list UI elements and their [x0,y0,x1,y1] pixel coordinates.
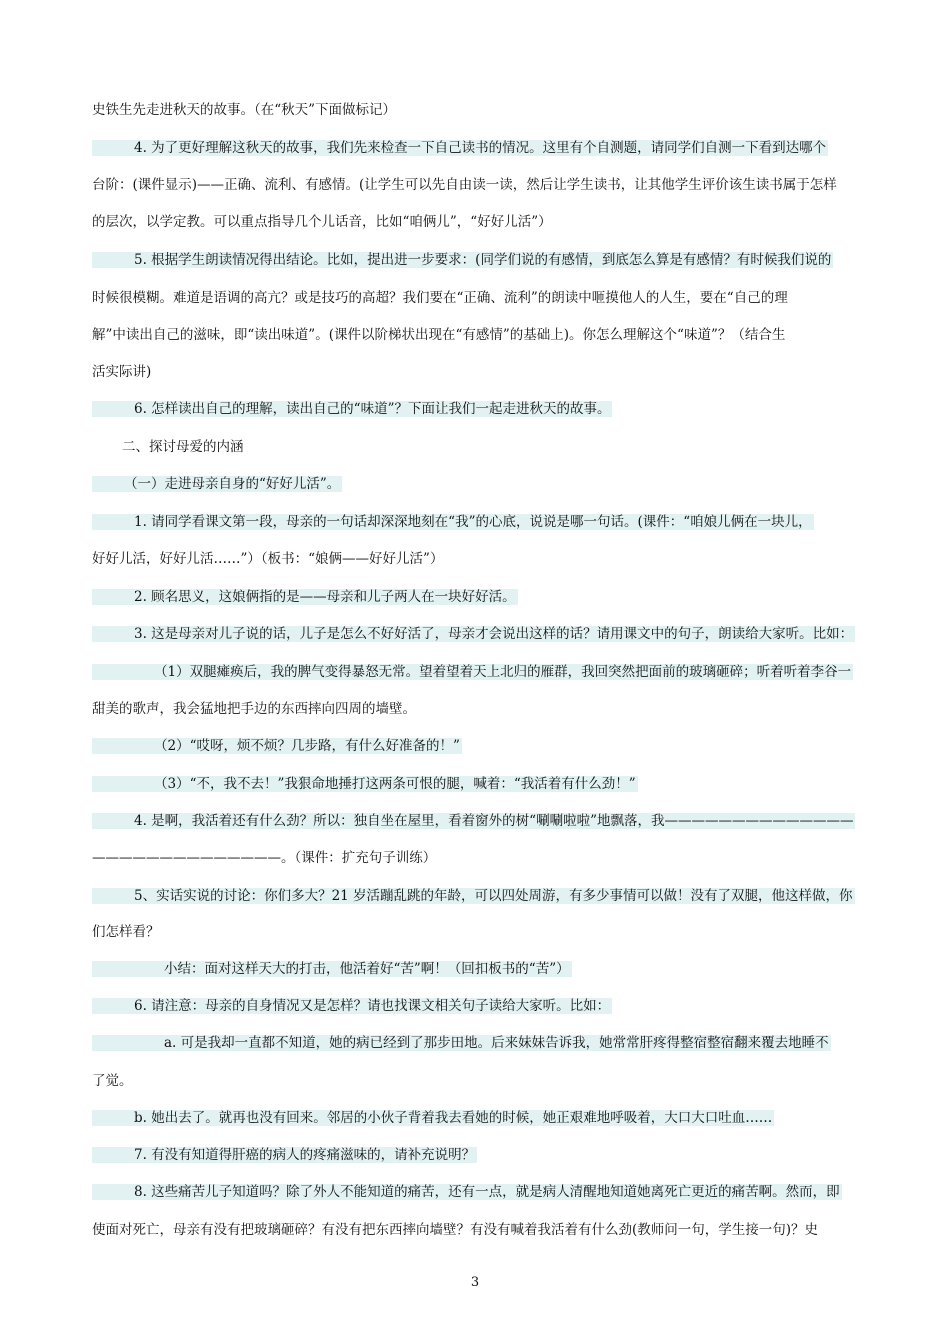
paragraph-line [132,399,612,419]
line-text: 小结：面对这样天大的打击，他活着好“苦”啊！（回扣板书的“苦”） [92,961,572,977]
paragraph-line [132,1145,477,1165]
paragraph-line [92,848,436,868]
line-text: 台阶：(课件显示)——正确、流利、有感情。(让学生可以先自由读一读，然后让学生读书，让其他学生评价该生读书属于怎样 [92,177,837,193]
paragraph-line [132,996,612,1016]
line-text: 时候很模糊。难道是语调的高亢？或是技巧的高超？我们要在“正确、流利”的朗读中咂摸他人的人生，要在“自己的理 [92,290,788,306]
page-number: 3 [470,1275,480,1290]
line-text: 1. 请同学看课文第一段，母亲的一句话却深深地刻在“我”的心底，说说是哪一句话。(课件：“咱娘儿俩在一块儿， [92,514,814,530]
paragraph-line [122,437,244,457]
line-text: 史铁生先走进秋天的故事。（在“秋天”下面做标记） [92,102,397,118]
line-text: （2）“哎呀，烦不烦？几步路，有什么好准备的！” [92,738,462,754]
line-text: 4. 是啊，我活着还有什么劲？所以：独自坐在屋里，看着窗外的树“唰唰啦啦”地飘落，我—————————————— [92,813,855,829]
paragraph-line [132,811,855,831]
paragraph-line [92,699,416,719]
paragraph-line [92,325,785,345]
paragraph-line [132,250,833,270]
paragraph-line [92,100,396,120]
line-text: 3. 这是母亲对儿子说的话，儿子是怎么不好好活了，母亲才会说出这样的话？请用课文中的句子，朗读给大家听。比如： [92,626,855,642]
line-text: 5、实话实说的讨论：你们多大？21 岁活蹦乱跳的年龄，可以四处周游，有多少事情可以做！没有了双腿，他这样做，你 [92,888,855,904]
line-text: 们怎样看？ [92,924,160,940]
paragraph-line [132,512,814,532]
paragraph-line [132,886,855,906]
paragraph-line [122,474,342,494]
line-text: 2. 顾名思义，这娘俩指的是——母亲和儿子两人在一块好好活。 [92,589,518,605]
paragraph-line [92,1220,818,1240]
paragraph-line [132,1182,842,1202]
paragraph-line [92,1071,133,1091]
paragraph-line [132,587,518,607]
paragraph-line [152,774,638,794]
line-text: 8. 这些痛苦儿子知道吗？除了外人不能知道的痛苦，还有一点，就是病人清醒地知道她离死亡更近的痛苦啊。然而，即 [92,1184,842,1200]
paragraph-line [92,362,151,382]
line-text: 6. 怎样读出自己的理解，读出自己的“味道”？下面让我们一起走进秋天的故事。 [92,401,612,417]
line-text: （3）“不，我不去！”我狠命地捶打这两条可恨的腿，喊着：“我活着有什么劲！” [92,776,638,792]
paragraph-line [132,1108,774,1128]
line-text: a. 可是我却一直都不知道，她的病已经到了那步田地。后来妹妹告诉我，她常常肝疼得整宿整宿翻来覆去地睡不 [92,1035,831,1051]
line-text: ——————————————。（课件：扩充句子训练） [92,850,437,866]
line-text: 5. 根据学生朗读情况得出结论。比如，提出进一步要求：(同学们说的有感情，到底怎么算是有感情？有时候我们说的 [92,252,833,268]
line-text: 4. 为了更好理解这秋天的故事，我们先来检查一下自己读书的情况。这里有个自测题，请同学们自测一下看到达哪个 [92,140,828,156]
line-text: 的层次，以学定教。可以重点指导几个儿话音，比如“咱俩儿”，“好好儿活”） [92,214,552,230]
paragraph-line [162,959,572,979]
paragraph-line [132,138,828,158]
line-text: （1）双腿瘫痪后，我的脾气变得暴怒无常。望着望着天上北归的雁群，我回突然把面前的玻璃砸碎；听着听着李谷一 [92,664,853,680]
paragraph-line [92,922,160,942]
paragraph-line [152,662,853,682]
paragraph-line [132,624,855,644]
line-text: 活实际讲) [92,364,152,380]
paragraph-line [152,736,462,756]
line-text: 7. 有没有知道得肝癌的病人的疼痛滋味的，请补充说明？ [92,1147,477,1163]
paragraph-line [162,1033,831,1053]
paragraph-line [92,175,837,195]
line-text: 解”中读出自己的滋味，即“读出味道”。(课件以阶梯状出现在“有感情”的基础上)。你怎么理解这个“味道”？（结合生 [92,327,786,343]
paragraph-line [92,212,552,232]
line-text: 6. 请注意：母亲的自身情况又是怎样？请也找课文相关句子读给大家听。比如： [92,998,612,1014]
line-text: （一）走进母亲自身的“好好儿活”。 [92,476,342,492]
line-text: b. 她出去了。就再也没有回来。邻居的小伙子背着我去看她的时候，她正艰难地呼吸着，大口大口吐血…… [92,1110,774,1126]
line-text: 使面对死亡，母亲有没有把玻璃砸碎？有没有把东西摔向墙壁？有没有喊着我活着有什么劲(教师问一句，学生接一句)？史 [92,1222,819,1238]
paragraph-line [92,288,788,308]
line-text: 好好儿活，好好儿活……”）（板书：“娘俩——好好儿活”） [92,551,444,567]
paragraph-line [92,549,443,569]
line-text: 甜美的歌声，我会猛地把手边的东西摔向四周的墙壁。 [92,701,416,717]
line-text: 二、探讨母爱的内涵 [122,439,244,455]
line-text: 了觉。 [92,1073,133,1089]
